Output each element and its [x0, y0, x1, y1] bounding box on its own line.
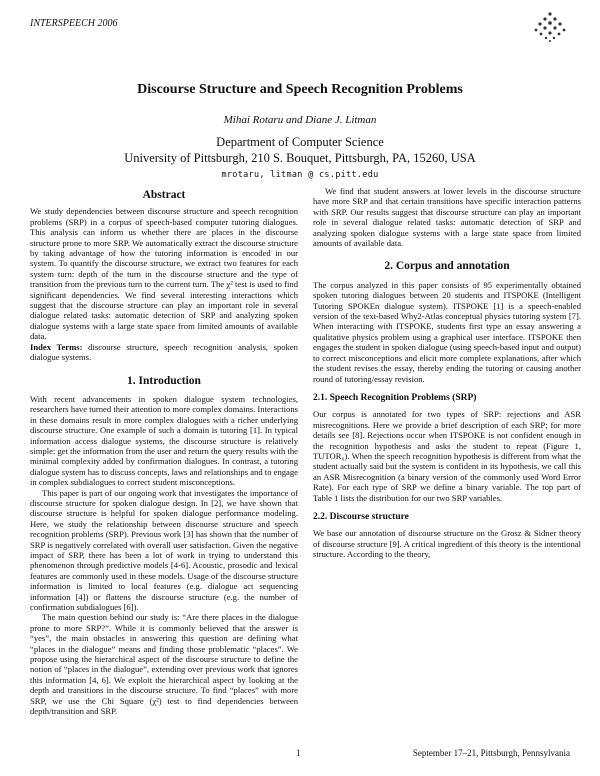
paper-authors: Mihai Rotaru and Diane J. Litman — [223, 114, 377, 126]
right-column — [313, 186, 581, 560]
left-column — [30, 186, 298, 717]
intro-paragraph-2: This paper is part of our ongoing work that investigates the importance of discourse structure for spoken dialogue design. In [2], we have shown that discourse structure is helpful for spoken dialogue performance modeling. Here, we study the relationship between discourse structure and speech recognition problems (SRP). Previous work [3] has shown that the number of SRP is negatively correlated with overall user satisfaction. Given the negative impact of SRP, there has been a lot of work in trying to understand this phenomenon through predictive models [4-6]. Acoustic, prosodic and lexical features are commonly used in these models. Usage of the discourse structure information is limited to local features (e.g. dialogue act sequencing information [4]) or flattens the discourse structure (e.g. the number of confirmation subdialogues [6]). — [30, 487, 298, 613]
index-terms-label: Index Terms: — [30, 341, 83, 352]
author-email: mrotaru, litman @ cs.pitt.edu — [221, 170, 379, 180]
srp-heading: 2.1. Speech Recognition Problems (SRP) — [313, 392, 477, 403]
index-terms — [30, 342, 298, 363]
intro-paragraph-3: The main question behind our study is: “Are there places in the dialogue prone to more SRP?”. While it is commonly believed that the answer is “yes”, the main obstacles in answering this question are defining what “places in the dialogue” means and finding those problematic “places”. We propose using the hierarchical aspect of the discourse structure to define the notion of “places in the dialogue”, extending over previous work that ignores this information [4, 6]. We exploit the hierarchical aspect by looking at the depth and transitions in the discourse structure. To find “places” with more SRP, we use the Chi Square (χ²) test to find dependencies between depth/transition and SRP. — [30, 612, 298, 717]
conference-header: INTERSPEECH 2006 — [30, 18, 118, 29]
srp-paragraph-1: Our corpus is annotated for two types of SRP: rejections and ASR misrecognitions. Here we provide a brief description of each SRP; for more details see [8]. Rejections occur when ITSPOKE is not confident enough in the recognition hypothesis and asks the student to repeat (Figure 1, TUTOR₆). When the speech recognition hypothesis is different from what the student actually said but the system is confident in its hypothesis, we call this an ASR Misrecognition (a binary version of the commonly used Word Error Rate). For each type of SRP we define a binary variable. The top part of Table 1 lists the distribution for our two SRP variables. — [313, 409, 581, 503]
intro-paragraph-4: We find that student answers at lower levels in the discourse structure have more SRP and that certain transitions have specific interaction patterns with SRP. Our results suggest that discourse structure can play an important role in several dialogue related tasks: automatic detection of SRP and analyzing spoken dialogue systems with a large state space from limited amounts of available data. — [313, 186, 581, 249]
intro-heading: 1. Introduction — [127, 374, 201, 387]
abstract-text: We study dependencies between discourse structure and speech recognition problems (SRP) in a corpus of speech-based computer tutoring dialogues. This analysis can inform us whether there are places in the discourse structure prone to more SRP. We automatically extract the discourse structure by taking advantage of how the tutoring information is encoded in our system. To quantify the discourse structure, we extract two features for each system turn: depth of the turn in the discourse structure and the type of transition from the previous turn to the current turn. The χ² test is used to find significant dependencies. We find several interesting interactions which suggest that the discourse structure can play an important role in several dialogue related tasks: automatic detection of SRP and analyzing spoken dialogue systems with a large state space from limited amounts of available data. — [30, 206, 298, 342]
author-university: University of Pittsburgh, 210 S. Bouquet, Pittsburgh, PA, 15260, USA — [124, 151, 476, 165]
corpus-paragraph-1: The corpus analyzed in this paper consists of 95 experimentally obtained spoken tutoring dialogues between 20 students and ITSPOKE (Intelligent Tutoring SPOKEn dialogue system). ITSPOKE [1] is a speech-enabled version of the text-based Why2-Atlas conceptual physics tutoring system [7]. When interacting with ITSPOKE, students first type an essay answering a qualitative physics problem using a graphical user interface. ITSPOKE then engages the student in spoken dialogue (using speech-based input and output) to correct misconceptions and elicit more complete explanations, after which the student revises the essay, thereby ending the tutoring or causing another round of tutoring/essay revision. — [313, 279, 581, 384]
author-department: Department of Computer Science — [216, 135, 384, 149]
paper-title: Discourse Structure and Speech Recognition Problems — [137, 82, 463, 97]
index-terms-text: discourse structure, speech recognition analysis, spoken dialogue systems. — [30, 341, 298, 363]
corpus-heading: 2. Corpus and annotation — [384, 260, 510, 273]
conference-date-place: September 17–21, Pittsburgh, Pennsylvania — [412, 748, 570, 758]
discourse-heading: 2.2. Discourse structure — [313, 511, 409, 522]
interspeech-logo-icon — [531, 10, 569, 44]
discourse-paragraph-1: We base our annotation of discourse structure on the Grosz & Sidner theory of discourse structure [9]. A critical ingredient of this theory is the intentional structure. According to the theory, — [313, 528, 581, 560]
intro-paragraph-1: With recent advancements in spoken dialogue system technologies, researchers have turned their attention to more complex domains. Interactions in these domains result in more complex dialogues with a richer underlying discourse structure. One example of such a domain is tutoring [1]. In typical information access dialogue systems, the discourse structure is relatively simple: get the information from the user and return the query results with the minimal complexity added by confirmation dialogues. In contrast, a tutoring dialogue system has to discuss concepts, laws and relationships and to engage in complex subdialogues to correct student misconceptions. — [30, 393, 298, 488]
abstract-heading: Abstract — [142, 189, 186, 201]
page-number: 1 — [296, 748, 301, 758]
